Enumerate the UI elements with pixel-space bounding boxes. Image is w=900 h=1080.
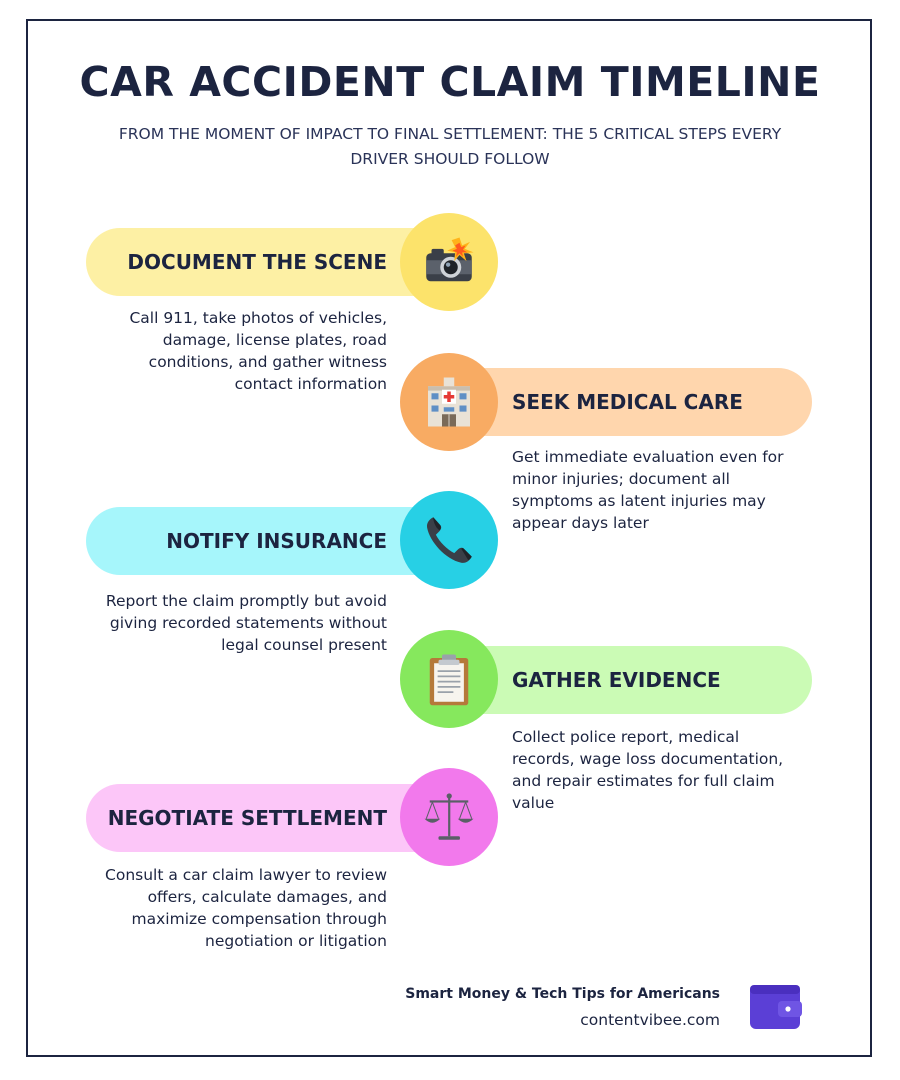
footer-site-link[interactable]: contentvibee.com	[580, 1011, 720, 1029]
step-label: NOTIFY INSURANCE	[166, 529, 387, 553]
footer-tagline: Smart Money & Tech Tips for Americans	[405, 986, 720, 1002]
hospital-icon	[421, 374, 477, 430]
balance-scale-icon	[421, 789, 477, 845]
step-seek-medical-pill	[446, 368, 812, 436]
page-title: CAR ACCIDENT CLAIM TIMELINE	[79, 58, 821, 106]
step-negotiate-settlement-badge	[400, 768, 498, 866]
step-description: Collect police report, medical records, wage loss documentation, and repair estimates for full claim value	[512, 728, 784, 812]
wallet-icon	[748, 983, 804, 1031]
clipboard-icon	[421, 651, 477, 707]
step-description: Get immediate evaluation even for minor injuries; document all symptoms as latent injuries may appear days later	[512, 448, 784, 532]
step-gather-evidence-pill	[446, 646, 812, 714]
camera-flash-icon	[421, 234, 477, 290]
step-description: Report the claim promptly but avoid giving recorded statements without legal counsel present	[105, 592, 387, 654]
page-subtitle: FROM THE MOMENT OF IMPACT TO FINAL SETTLEMENT: THE 5 CRITICAL STEPS EVERY DRIVER SHOULD FOLLOW	[118, 125, 782, 168]
step-notify-insurance-badge	[400, 491, 498, 589]
step-label: DOCUMENT THE SCENE	[127, 250, 387, 274]
step-document-scene-badge	[400, 213, 498, 311]
step-gather-evidence-badge	[400, 630, 498, 728]
step-label: GATHER EVIDENCE	[512, 668, 721, 692]
step-label: SEEK MEDICAL CARE	[512, 390, 743, 414]
step-seek-medical-badge	[400, 353, 498, 451]
step-description: Call 911, take photos of vehicles, damage, license plates, road conditions, and gather witness contact information	[129, 309, 387, 393]
telephone-icon	[421, 512, 477, 568]
step-label: NEGOTIATE SETTLEMENT	[107, 806, 387, 830]
step-description: Consult a car claim lawyer to review offers, calculate damages, and maximize compensation through negotiation or litigation	[105, 866, 387, 950]
